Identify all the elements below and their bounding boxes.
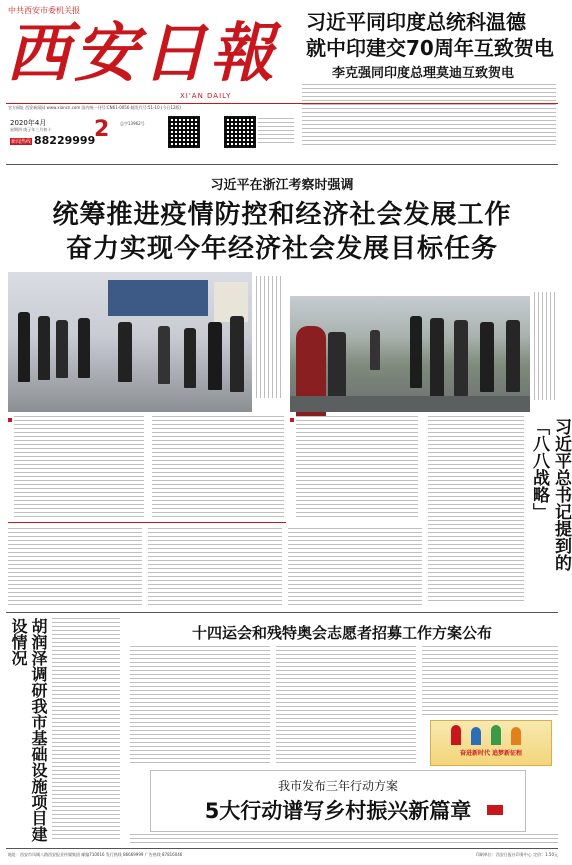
lead-top-story bbox=[298, 0, 560, 150]
headline-kicker: 习近平在浙江考察时强调 bbox=[210, 178, 354, 193]
side-feature bbox=[428, 414, 571, 606]
headline-line-2: 奋力实现今年经济社会发展目标任务 bbox=[65, 234, 498, 264]
jump-page-icon bbox=[487, 805, 503, 815]
party-tag: 中共西安市委机关报 bbox=[8, 6, 80, 15]
summary-box bbox=[8, 414, 286, 523]
volunteer-badge bbox=[430, 720, 552, 766]
lead-top-title-1: 习近平同印度总统科温德 bbox=[306, 10, 526, 34]
bottom-story-title: 5大行动谱写乡村振兴新篇章 bbox=[204, 799, 472, 823]
lead-top-subtitle: 李克强同印度总理莫迪互致贺电 bbox=[332, 66, 515, 81]
newspaper-logo: 西安日報 bbox=[6, 16, 278, 91]
lower-divider bbox=[6, 612, 558, 613]
left-vertical-story bbox=[6, 614, 122, 846]
side-feature-body bbox=[428, 416, 524, 602]
hotline-number: 88229999 bbox=[34, 134, 96, 147]
photo-caption-1 bbox=[256, 276, 282, 398]
side-feature-title: 习近平总书记提到的「八八战略」 bbox=[529, 418, 571, 571]
qr-captions bbox=[258, 118, 294, 144]
bottom-body bbox=[130, 834, 558, 844]
headline-line-1: 统筹推进疫情防控和经济社会发展工作 bbox=[52, 200, 512, 230]
volunteer-body-1 bbox=[130, 646, 270, 766]
footer-left: 地址：西安市凤城八路西安报业传媒集团 邮编710016 发行热线 86669999 广告热线 87816046 bbox=[8, 852, 183, 857]
qr-code-2 bbox=[224, 116, 256, 148]
photo-wall-display bbox=[108, 280, 208, 316]
lead-top-body bbox=[302, 84, 556, 146]
main-body-col-2 bbox=[148, 528, 282, 608]
main-body-col-1 bbox=[8, 528, 142, 608]
issue-date: 2020年4月 bbox=[10, 119, 47, 127]
main-body-col-3 bbox=[288, 528, 422, 608]
photo-caption-2 bbox=[534, 292, 558, 400]
page-number: 2 bbox=[94, 117, 110, 142]
volunteer-badge-text: 奋进新时代 追梦新征程 bbox=[459, 750, 523, 757]
bottom-story-box bbox=[150, 770, 526, 832]
summary-box-2 bbox=[290, 414, 420, 522]
footer-right: 印刷单位：西安日报社印务中心 定价：1.50元 bbox=[475, 852, 558, 857]
bottom-story-kicker: 我市发布三年行动方案 bbox=[277, 779, 398, 793]
volunteer-body-2 bbox=[276, 646, 416, 766]
left-vertical-body bbox=[52, 618, 120, 842]
footer-rule bbox=[6, 848, 558, 849]
qr-code-1 bbox=[168, 116, 200, 148]
issue-number: 总字13962号 bbox=[120, 121, 145, 126]
volunteer-body-3 bbox=[422, 646, 558, 718]
left-vertical-title: 胡润泽调研我市基础设施项目建设情况 bbox=[9, 618, 48, 842]
headline-top-rule bbox=[6, 164, 558, 165]
photo-outdoor-visit bbox=[290, 296, 530, 412]
volunteer-title: 十四运会和残特奥会志愿者招募工作方案公布 bbox=[191, 624, 492, 642]
logo-english: XI'AN DAILY bbox=[180, 92, 232, 100]
lead-top-title-2: 就中印建交70周年互致贺电 bbox=[306, 36, 554, 60]
issue-weekday: 星期四 庚子年三月初十 bbox=[10, 127, 52, 132]
hotline-label: 新闻热线 bbox=[11, 139, 32, 145]
masthead-info-line: 官方网址 西安新闻网 www.xiancn.com 国内统一刊号:CN61-0056 邮发代号:51-10 (今日12版) bbox=[8, 105, 182, 110]
photo-exhibition-hall bbox=[8, 272, 252, 412]
